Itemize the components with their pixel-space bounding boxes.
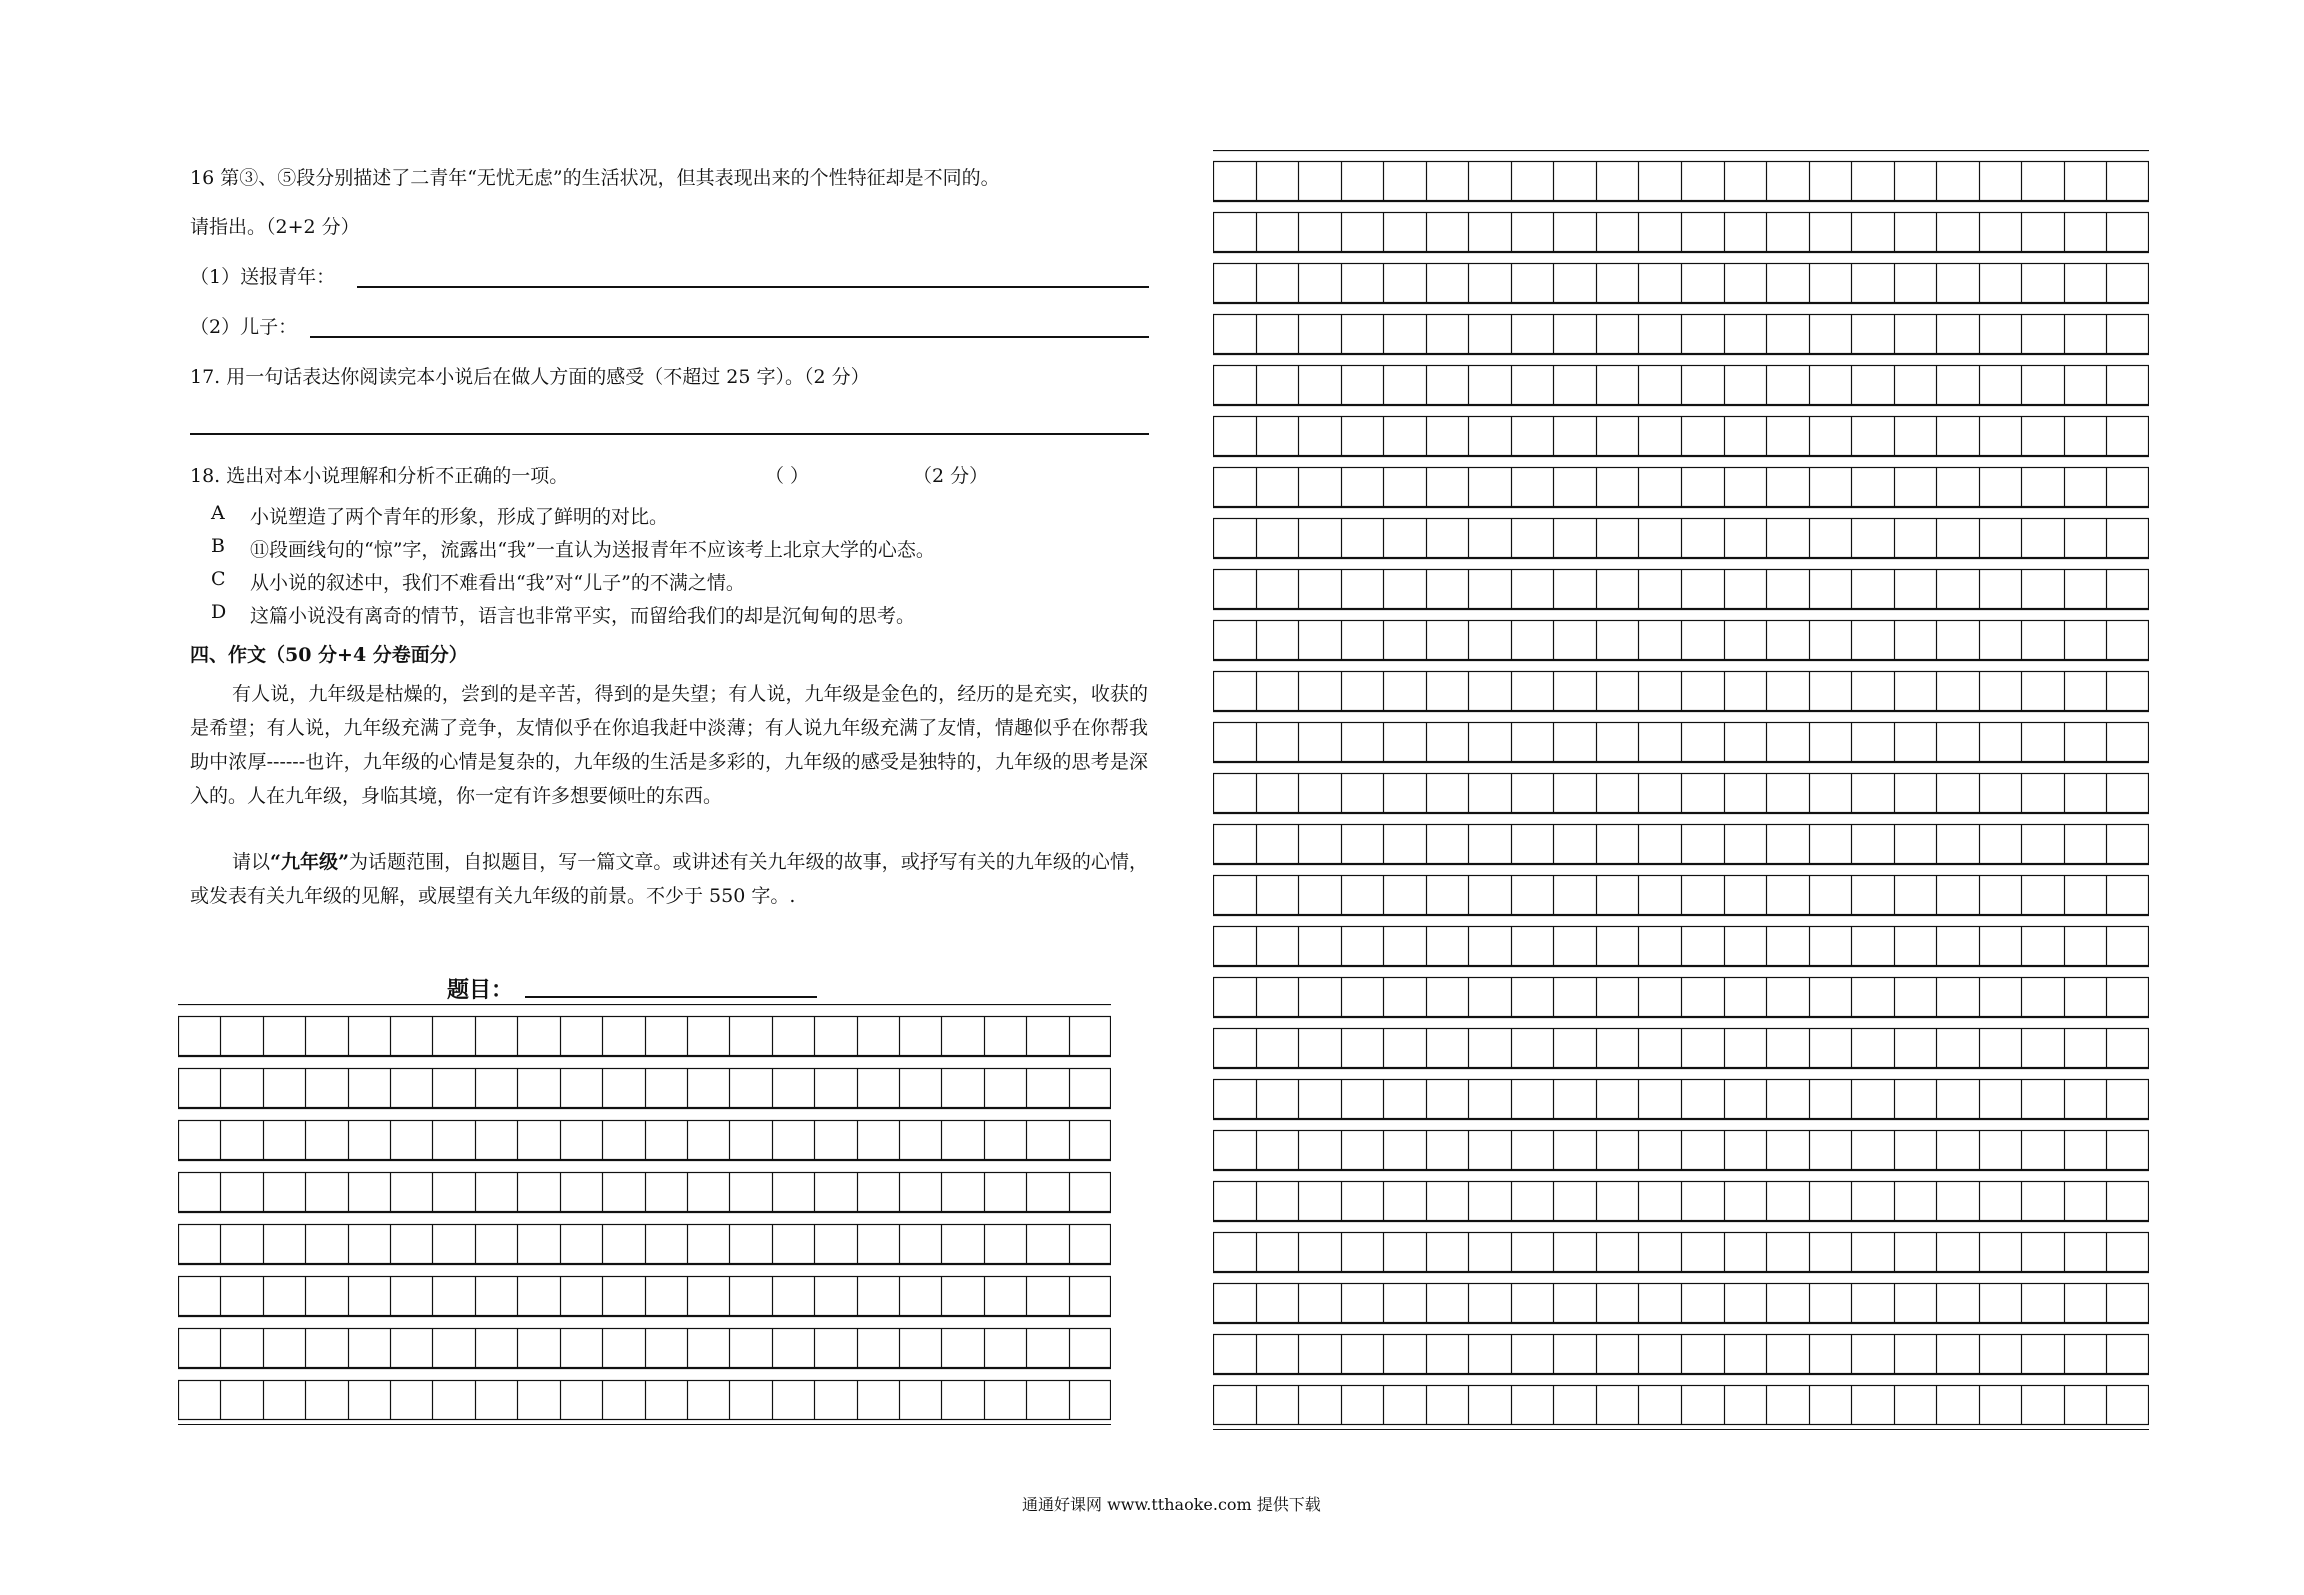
essay-topic: “九年级” <box>270 851 349 873</box>
q16-sub1-label: （1）送报青年： <box>190 266 336 288</box>
grid-row[interactable] <box>1213 1272 2149 1324</box>
grid-row[interactable] <box>178 1316 1111 1369</box>
essay-instruction-rest: 为话题范围，自拟题目，写一篇文章。或讲述有关九年级的故事，或抒写有关的九年级的心情，或发表有关九年级的见解，或展望有关九年级的前景。不少于 550 字。. <box>190 851 1148 907</box>
q16-line2: 请指出。（2+2 分） <box>190 216 360 238</box>
essay-prompt-paragraph-2 <box>190 845 1148 913</box>
grid-row[interactable] <box>1213 507 2149 559</box>
grid-row[interactable] <box>1213 1374 2149 1426</box>
q18-option-d-letter: D <box>211 601 227 623</box>
grid-row[interactable] <box>1213 201 2149 253</box>
q18-option-c-letter: C <box>211 568 226 590</box>
grid-bottom-rule <box>178 1424 1111 1425</box>
q18-option-b-letter: B <box>211 535 225 557</box>
essay-prompt-paragraph-1 <box>190 677 1148 813</box>
q17-answer-line[interactable] <box>190 433 1149 435</box>
grid-row[interactable] <box>1213 354 2149 406</box>
grid-row[interactable] <box>1213 150 2149 202</box>
essay-grid-left[interactable] <box>178 1004 1111 1436</box>
grid-row[interactable] <box>1213 1221 2149 1273</box>
grid-row[interactable] <box>1213 1068 2149 1120</box>
grid-row[interactable] <box>178 1108 1111 1161</box>
grid-row[interactable] <box>1213 1017 2149 1069</box>
q18-option-b-text: ⑪段画线句的“惊”字，流露出“我”一直认为送报青年不应该考上北京大学的心态。 <box>250 539 935 561</box>
q18-option-a-text: 小说塑造了两个青年的形象，形成了鲜明的对比。 <box>250 506 669 528</box>
grid-row[interactable] <box>178 1160 1111 1213</box>
q18-stem: 18. 选出对本小说理解和分析不正确的一项。 <box>190 465 569 487</box>
grid-bottom-rule <box>1213 1429 2149 1430</box>
grid-row[interactable] <box>1213 456 2149 508</box>
grid-row[interactable] <box>178 1056 1111 1109</box>
grid-row[interactable] <box>1213 252 2149 304</box>
q18-option-d-text: 这篇小说没有离奇的情节，语言也非常平实，而留给我们的却是沉甸甸的思考。 <box>250 605 916 627</box>
grid-row[interactable] <box>178 1264 1111 1317</box>
grid-row[interactable] <box>1213 1170 2149 1222</box>
grid-row[interactable] <box>178 1212 1111 1265</box>
q18-option-c-text: 从小说的叙述中，我们不难看出“我”对“儿子”的不满之情。 <box>250 572 745 594</box>
grid-row[interactable] <box>1213 660 2149 712</box>
q16-sub2-label: （2）儿子： <box>190 316 298 338</box>
q18-option-a-letter: A <box>211 502 225 524</box>
q18-score: （2 分） <box>913 465 989 487</box>
essay-instruction-lead: 请以 <box>232 851 271 873</box>
q16-sub1-answer-line[interactable] <box>357 286 1149 288</box>
essay-heading: 四、作文（50 分+4 分卷面分） <box>190 644 468 666</box>
q17-text: 17. 用一句话表达你阅读完本小说后在做人方面的感受（不超过 25 字）。（2 分） <box>190 366 870 388</box>
essay-title-input-line[interactable] <box>525 996 817 998</box>
footer-source: 通通好课网 www.tthaoke.com 提供下载 <box>1022 1495 1321 1514</box>
q16-sub2-answer-line[interactable] <box>310 336 1149 338</box>
q18-answer-paren[interactable]: （ ） <box>765 465 810 487</box>
grid-row[interactable] <box>1213 915 2149 967</box>
grid-row[interactable] <box>1213 1119 2149 1171</box>
grid-row[interactable] <box>1213 558 2149 610</box>
essay-prompt-paragraph-1-text: 有人说，九年级是枯燥的，尝到的是辛苦，得到的是失望；有人说，九年级是金色的，经历的是充实，收获的是希望；有人说，九年级充满了竞争，友情似乎在你追我赶中淡薄；有人说九年级充满了友情，情趣似乎在你帮我助中浓厚------也许，九年级的心情是复杂的，九年级的生活是多彩的，九年级的感受是独特的，九年级的思考是深入的。人在九年级，身临其境，你一定有许多想要倾吐的东西。 <box>190 683 1148 807</box>
grid-row[interactable] <box>1213 405 2149 457</box>
grid-row[interactable] <box>1213 864 2149 916</box>
grid-row[interactable] <box>178 1368 1111 1421</box>
grid-row[interactable] <box>1213 813 2149 865</box>
q16-line1: 16 第③、⑤段分别描述了二青年“无忧无虑”的生活状况，但其表现出来的个性特征却是不同的。 <box>190 167 1000 189</box>
essay-title-label: 题目： <box>447 977 514 1003</box>
essay-grid-right[interactable] <box>1213 150 2149 1433</box>
grid-row[interactable] <box>1213 762 2149 814</box>
grid-row[interactable] <box>1213 711 2149 763</box>
essay-prompt-paragraph-2-text <box>190 845 1148 913</box>
grid-row[interactable] <box>178 1004 1111 1057</box>
grid-row[interactable] <box>1213 609 2149 661</box>
grid-row[interactable] <box>1213 966 2149 1018</box>
grid-row[interactable] <box>1213 1323 2149 1375</box>
grid-row[interactable] <box>1213 303 2149 355</box>
